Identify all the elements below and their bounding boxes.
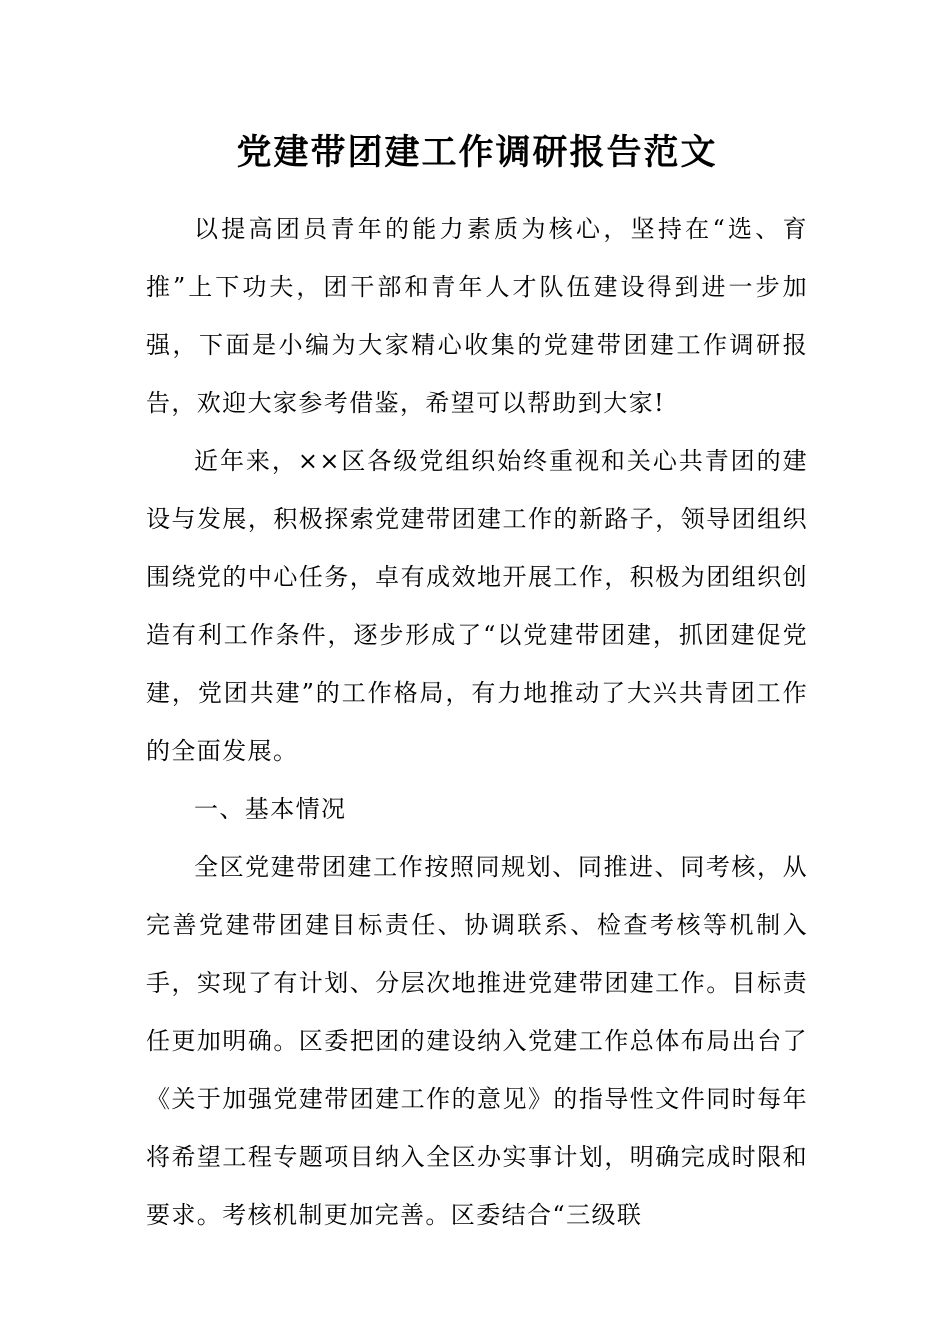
background-paragraph: 近年来，××区各级党组织始终重视和关心共青团的建设与发展，积极探索党建带团建工作的新路子，领导团组织围绕党的中心任务，卓有成效地开展工作，积极为团组织创造有利工作条件，逐步形成了“以党建带团建，抓团建促党建，党团共建”的工作格局，有力地推动了大兴共青团工作的全面发展。 [146,447,808,765]
section-heading: 一、基本情况 [194,795,347,823]
document-body [146,200,808,1244]
section-paragraph: 全区党建带团建工作按照同规划、同推进、同考核，从完善党建带团建目标责任、协调联系、检查考核等机制入手，实现了有计划、分层次地推进党建带团建工作。目标责任更加明确。区委把团的建设纳入党建工作总体布局出台了《关于加强党建带团建工作的意见》的指导性文件同时每年将希望工程专题项目纳入全区办实事计划，明确完成时限和要求。考核机制更加完善。区委结合“三级联 [146,853,808,1229]
document-title: 党建带团建工作调研报告范文 [236,132,718,173]
intro-paragraph: 以提高团员青年的能力素质为核心，坚持在“选、育推”上下功夫，团干部和青年人才队伍建设得到进一步加强，下面是小编为大家精心收集的党建带团建工作调研报告，欢迎大家参考借鉴，希望可以帮助到大家! [146,215,808,417]
